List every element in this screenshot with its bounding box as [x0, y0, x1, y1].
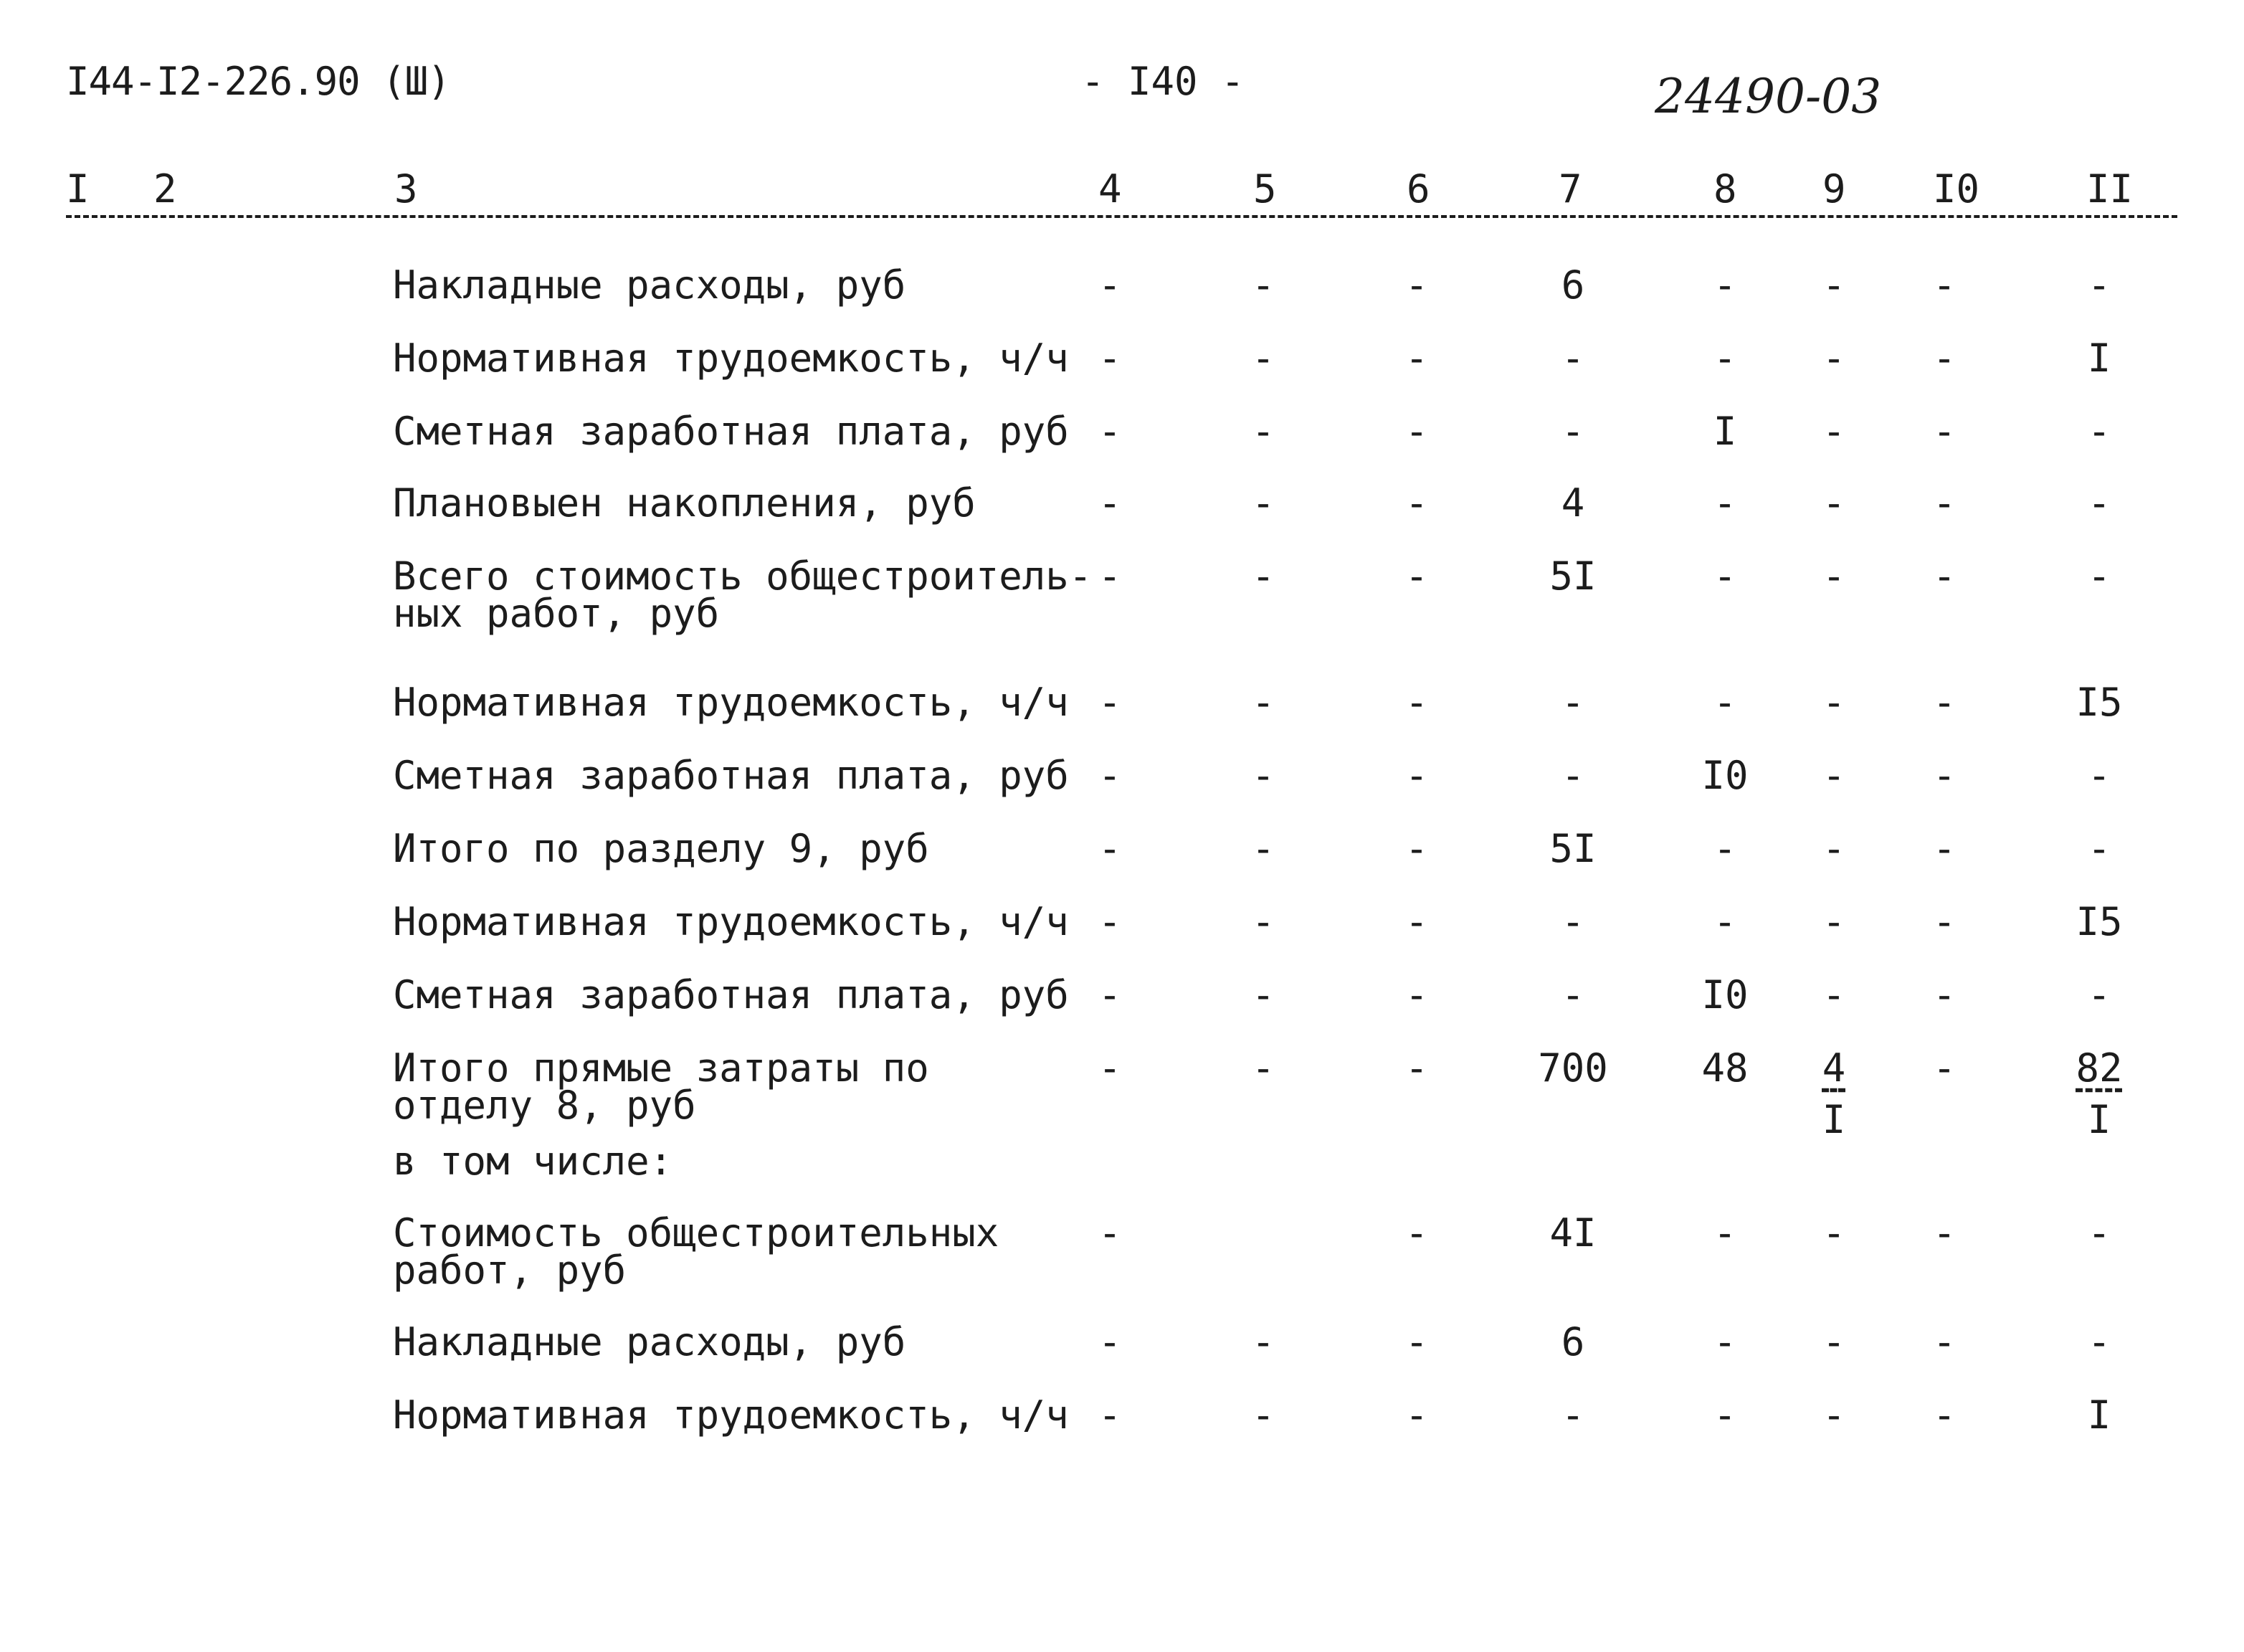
table-cell-col-6: -	[1404, 336, 1429, 381]
row-label	[393, 972, 1069, 1017]
table-cell-col-7: -	[1561, 899, 1585, 944]
table-cell-col-8: I	[1713, 409, 1737, 454]
table-cell-col-5: -	[1251, 262, 1275, 308]
row-label-line: отделу 8, руб	[393, 1083, 696, 1128]
column-header-3: 3	[394, 166, 418, 212]
table-cell-col-5: -	[1251, 753, 1275, 798]
table-cell-col-7: -	[1561, 972, 1585, 1017]
table-cell-col-5: -	[1251, 899, 1275, 944]
table-cell-col-10: -	[1932, 899, 1957, 944]
table-cell-col-10: -	[1932, 972, 1957, 1017]
table-cell-col-9: -	[1822, 972, 1846, 1017]
row-label	[393, 753, 1069, 798]
table-cell-col-7: 700	[1538, 1045, 1608, 1091]
table-cell-col-4: -	[1098, 262, 1122, 308]
table-cell-col-4: -	[1098, 680, 1122, 725]
table-cell-col-10: -	[1932, 336, 1957, 381]
table-cell-col-7: 5I	[1549, 826, 1597, 871]
table-cell-col-6: -	[1404, 899, 1429, 944]
row-label-line: в том числе:	[393, 1139, 673, 1184]
table-cell-col-6: -	[1404, 1392, 1429, 1438]
row-label	[393, 1319, 906, 1364]
table-cell-col-5: -	[1251, 480, 1275, 526]
table-cell-col-7: -	[1561, 1392, 1585, 1438]
row-label-line: Сметная заработная плата, руб	[393, 409, 1069, 454]
fraction-denominator: I	[2087, 1097, 2111, 1142]
column-header-2: 2	[153, 166, 177, 212]
table-cell-col-9: -	[1822, 753, 1846, 798]
table-cell-col-10: -	[1932, 1210, 1957, 1255]
table-cell-col-11: I	[2087, 336, 2111, 381]
table-cell-col-6: -	[1404, 262, 1429, 308]
table-cell-col-4: -	[1098, 1210, 1122, 1255]
table-cell-col-4: -	[1098, 1392, 1122, 1438]
column-header-9: 9	[1822, 166, 1846, 212]
row-label	[393, 1045, 929, 1128]
table-cell-col-5: -	[1251, 336, 1275, 381]
table-cell-col-10: -	[1932, 554, 1957, 599]
table-cell-col-8: -	[1713, 336, 1737, 381]
table-cell-col-11: I5	[2076, 680, 2123, 725]
table-cell-col-9: -	[1822, 554, 1846, 599]
table-cell-col-4: -	[1098, 1319, 1122, 1364]
table-cell-col-8: -	[1713, 1392, 1737, 1438]
table-cell-col-11: -	[2087, 554, 2111, 599]
table-cell-col-9: -	[1822, 480, 1846, 526]
table-cell-col-11: I	[2087, 1392, 2111, 1438]
document-code: I44-I2-226.90 (Ш)	[66, 59, 450, 104]
table-cell-col-9	[1791, 1045, 1877, 1142]
row-label	[393, 1392, 1069, 1438]
row-label-line: Нормативная трудоемкость, ч/ч	[393, 899, 1069, 944]
table-cell-col-8: -	[1713, 1210, 1737, 1255]
table-cell-col-5: -	[1251, 1392, 1275, 1438]
table-cell-col-7: -	[1561, 336, 1585, 381]
row-label-line: Стоимость общестроительных	[393, 1210, 999, 1255]
table-cell-col-10: -	[1932, 826, 1957, 871]
table-cell-col-8: I0	[1701, 972, 1749, 1017]
row-label	[393, 680, 1069, 725]
table-cell-col-11: -	[2087, 1319, 2111, 1364]
table-cell-col-5: -	[1251, 1045, 1275, 1091]
table-cell-col-11: -	[2087, 826, 2111, 871]
table-cell-col-9: -	[1822, 899, 1846, 944]
row-label-line: Всего стоимость общестроитель-	[393, 554, 1093, 599]
row-label	[393, 826, 929, 871]
table-cell-col-7: 4	[1561, 480, 1585, 526]
column-header-5: 5	[1253, 166, 1277, 212]
table-cell-col-4: -	[1098, 480, 1122, 526]
table-cell-col-8: I0	[1701, 753, 1749, 798]
table-cell-col-10: -	[1932, 409, 1957, 454]
table-cell-col-11: -	[2087, 409, 2111, 454]
table-cell-col-10: -	[1932, 680, 1957, 725]
table-cell-col-6: -	[1404, 1319, 1429, 1364]
table-cell-col-8: -	[1713, 480, 1737, 526]
table-cell-col-6: -	[1404, 554, 1429, 599]
fraction-numerator: 4	[1822, 1045, 1846, 1091]
table-cell-col-11: I5	[2076, 899, 2123, 944]
row-label-line: Накладные расходы, руб	[393, 262, 906, 308]
table-cell-col-8: -	[1713, 1319, 1737, 1364]
table-cell-col-10: -	[1932, 1392, 1957, 1438]
table-cell-col-4: -	[1098, 1045, 1122, 1091]
table-cell-col-4: -	[1098, 753, 1122, 798]
column-header-6: 6	[1407, 166, 1430, 212]
table-cell-col-7: 6	[1561, 262, 1585, 308]
table-cell-col-8: -	[1713, 554, 1737, 599]
table-cell-col-11: -	[2087, 480, 2111, 526]
row-label	[393, 480, 976, 526]
row-label-line: ных работ, руб	[393, 591, 720, 636]
table-cell-col-4: -	[1098, 554, 1122, 599]
table-cell-col-5: -	[1251, 972, 1275, 1017]
table-cell-col-10: -	[1932, 480, 1957, 526]
row-label-line: Сметная заработная плата, руб	[393, 972, 1069, 1017]
table-cell-col-5: -	[1251, 554, 1275, 599]
table-cell-col-9: -	[1822, 826, 1846, 871]
table-cell-col-11: -	[2087, 262, 2111, 308]
table-cell-col-5: -	[1251, 680, 1275, 725]
column-header-1: I	[66, 166, 90, 212]
row-label-line: Нормативная трудоемкость, ч/ч	[393, 680, 1069, 725]
table-cell-col-8: -	[1713, 262, 1737, 308]
row-label	[393, 554, 1093, 636]
table-cell-col-4: -	[1098, 336, 1122, 381]
row-label-line: Нормативная трудоемкость, ч/ч	[393, 336, 1069, 381]
table-cell-col-6: -	[1404, 753, 1429, 798]
table-cell-col-4: -	[1098, 899, 1122, 944]
header-dashed-rule	[66, 215, 2177, 218]
table-cell-col-7: -	[1561, 409, 1585, 454]
table-cell-col-6: -	[1404, 1210, 1429, 1255]
column-header-7: 7	[1559, 166, 1582, 212]
table-cell-col-10: -	[1932, 262, 1957, 308]
row-label-line: Накладные расходы, руб	[393, 1319, 906, 1364]
table-cell-col-6: -	[1404, 480, 1429, 526]
row-label-line: Нормативная трудоемкость, ч/ч	[393, 1392, 1069, 1438]
table-cell-col-10: -	[1932, 1045, 1957, 1091]
table-cell-col-8: -	[1713, 826, 1737, 871]
row-label-line: Итого прямые затраты по	[393, 1045, 929, 1091]
table-cell-col-5: -	[1251, 826, 1275, 871]
table-cell-col-6: -	[1404, 826, 1429, 871]
table-cell-col-6: -	[1404, 680, 1429, 725]
column-header-8: 8	[1713, 166, 1737, 212]
table-cell-col-9: -	[1822, 1319, 1846, 1364]
table-cell-col-11: -	[2087, 1210, 2111, 1255]
table-cell-col-11: -	[2087, 753, 2111, 798]
table-cell-col-8: -	[1713, 680, 1737, 725]
table-cell-col-5: -	[1251, 409, 1275, 454]
fraction-denominator: I	[1822, 1097, 1846, 1142]
column-header-10: I0	[1933, 166, 1980, 212]
column-header-11: II	[2086, 166, 2134, 212]
row-label	[393, 262, 906, 308]
table-cell-col-4: -	[1098, 972, 1122, 1017]
row-label-line: работ, руб	[393, 1248, 627, 1293]
fraction-numerator: 82	[2076, 1045, 2123, 1091]
table-cell-col-7: -	[1561, 680, 1585, 725]
row-label-line: Плановыен накопления, руб	[393, 480, 976, 526]
row-label	[393, 336, 1069, 381]
table-cell-col-7: 4I	[1549, 1210, 1597, 1255]
page-number: - I40 -	[1081, 59, 1245, 104]
table-cell-col-10: -	[1932, 753, 1957, 798]
table-cell-col-6: -	[1404, 409, 1429, 454]
column-header-4: 4	[1098, 166, 1122, 212]
table-cell-col-6: -	[1404, 972, 1429, 1017]
row-label	[393, 1139, 673, 1184]
table-cell-col-9: -	[1822, 1392, 1846, 1438]
table-cell-col-5: -	[1251, 1319, 1275, 1364]
handwritten-number: 24490-03	[1655, 69, 1882, 124]
table-cell-col-9: -	[1822, 680, 1846, 725]
table-cell-col-10: -	[1932, 1319, 1957, 1364]
row-label-line: Итого по разделу 9, руб	[393, 826, 929, 871]
table-cell-col-7: 6	[1561, 1319, 1585, 1364]
row-label	[393, 409, 1069, 454]
row-label	[393, 899, 1069, 944]
table-cell-col-11: -	[2087, 972, 2111, 1017]
row-label	[393, 1210, 999, 1293]
table-cell-col-4: -	[1098, 826, 1122, 871]
table-cell-col-8: -	[1713, 899, 1737, 944]
table-cell-col-11	[2056, 1045, 2142, 1142]
table-cell-col-7: 5I	[1549, 554, 1597, 599]
table-cell-col-6: -	[1404, 1045, 1429, 1091]
table-cell-col-9: -	[1822, 409, 1846, 454]
table-cell-col-9: -	[1822, 1210, 1846, 1255]
table-cell-col-9: -	[1822, 262, 1846, 308]
table-cell-col-4: -	[1098, 409, 1122, 454]
table-cell-col-7: -	[1561, 753, 1585, 798]
table-cell-col-9: -	[1822, 336, 1846, 381]
table-cell-col-8: 48	[1701, 1045, 1749, 1091]
row-label-line: Сметная заработная плата, руб	[393, 753, 1069, 798]
